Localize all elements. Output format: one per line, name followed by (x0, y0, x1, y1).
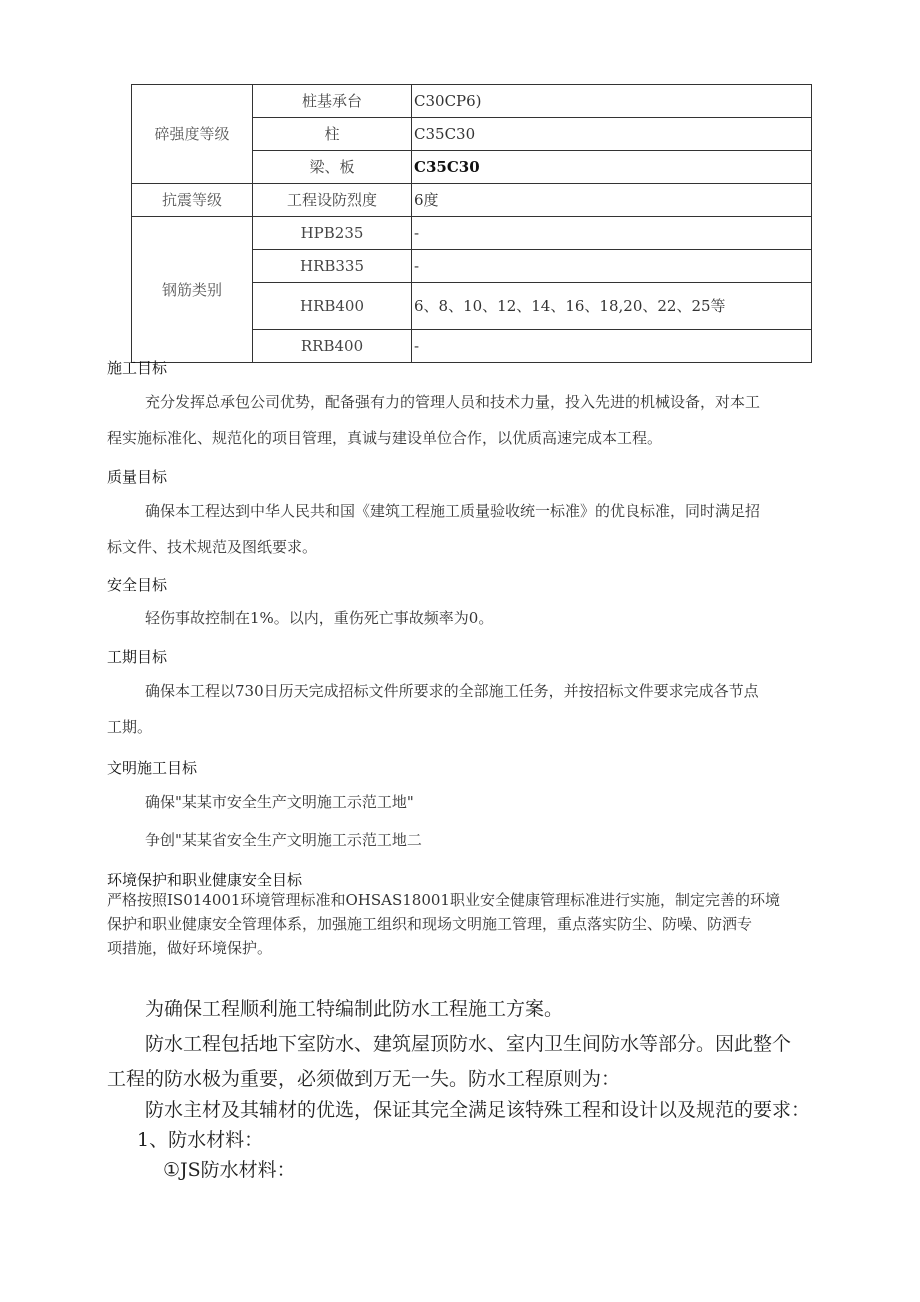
section-heading: 质量目标 (107, 468, 168, 486)
body-paragraph: 为确保工程顺利施工特编制此防水工程施工方案。 (145, 998, 564, 1020)
category-cell: 碎强度等级 (132, 85, 253, 184)
paragraph-line: 充分发挥总承包公司优势，配备强有力的管理人员和技术力量，投入先进的机械设备，对本工 (145, 393, 761, 411)
paragraph-line: 程实施标准化、规范化的项目管理，真诚与建设单位合作，以优质高速完成本工程。 (107, 429, 663, 447)
paragraph-line: 确保"某某市安全生产文明施工示范工地" (145, 793, 414, 811)
table-row (132, 184, 812, 217)
item-cell: HPB235 (253, 217, 412, 250)
paragraph-line: 确保本工程达到中华人民共和国《建筑工程施工质量验收统一标准》的优良标准，同时满足招 (145, 502, 761, 520)
section-heading: 安全目标 (107, 576, 168, 594)
paragraph-line: 轻伤事故控制在1%。以内，重伤死亡事故频率为0。 (145, 609, 494, 627)
category-cell: 抗震等级 (132, 184, 253, 217)
paragraph-line: 保护和职业健康安全管理体系，加强施工组织和现场文明施工管理，重点落实防尘、防噪、防洒专 (107, 915, 753, 933)
paragraph-line: 项措施，做好环境保护。 (107, 939, 273, 957)
item-cell: 梁、板 (253, 151, 412, 184)
value-cell: C35C30 (412, 151, 812, 184)
item-cell: HRB400 (253, 283, 412, 330)
paragraph-line: 严格按照IS014001环境管理标准和OHSAS18001职业安全健康管理标准进行实施，制定完善的环境 (107, 891, 780, 909)
spec-table (131, 84, 812, 363)
section-heading: 工期目标 (107, 648, 168, 666)
item-cell: 桩基承台 (253, 85, 412, 118)
value-cell: - (412, 330, 812, 363)
section-heading: 文明施工目标 (107, 759, 198, 777)
body-paragraph: 防水工程包括地下室防水、建筑屋顶防水、室内卫生间防水等部分。因此整个 (145, 1033, 792, 1055)
section-heading: 环境保护和职业健康安全目标 (107, 871, 303, 889)
body-paragraph: 工程的防水极为重要，必须做到万无一失。防水工程原则为： (107, 1068, 621, 1090)
value-cell: - (412, 217, 812, 250)
table-row (132, 217, 812, 250)
item-cell: RRB400 (253, 330, 412, 363)
value-cell: - (412, 250, 812, 283)
paragraph-line: 工期。 (107, 718, 153, 736)
value-cell: C30CP6) (412, 85, 812, 118)
list-item: 1、防水材料： (137, 1129, 264, 1151)
item-cell: HRB335 (253, 250, 412, 283)
item-cell: 柱 (253, 118, 412, 151)
category-cell: 钢筋类别 (132, 217, 253, 363)
value-cell: 6、8、10、12、14、16、18,20、22、25等 (412, 283, 812, 330)
value-cell: C35C30 (412, 118, 812, 151)
item-cell: 工程设防烈度 (253, 184, 412, 217)
table-row (132, 85, 812, 118)
section-heading: 施工目标 (107, 359, 168, 377)
list-item: ①JS防水材料： (163, 1159, 296, 1181)
value-cell: 6度 (412, 184, 812, 217)
paragraph-line: 确保本工程以730日历天完成招标文件所要求的全部施工任务，并按招标文件要求完成各节点 (145, 682, 759, 700)
body-paragraph: 防水主材及其辅材的优选，保证其完全满足该特殊工程和设计以及规范的要求： (145, 1099, 811, 1121)
paragraph-line: 争创"某某省安全生产文明施工示范工地二 (145, 831, 422, 849)
paragraph-line: 标文件、技术规范及图纸要求。 (107, 538, 318, 556)
